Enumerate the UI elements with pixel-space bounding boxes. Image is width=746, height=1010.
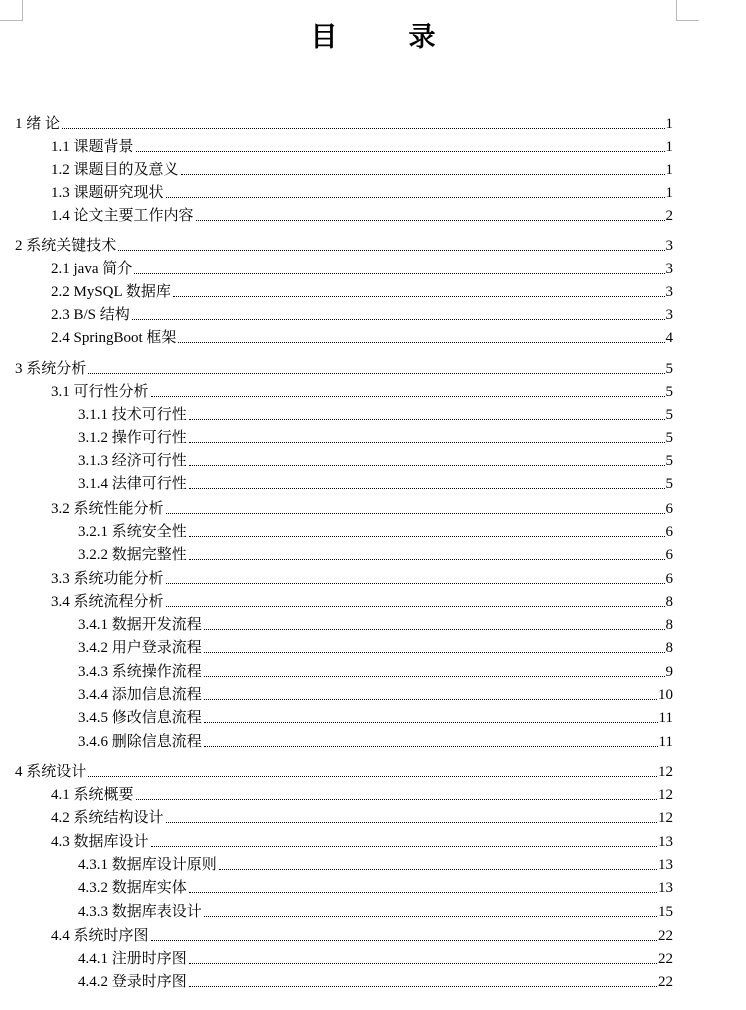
toc-entry-label: 4.3 数据库设计 xyxy=(51,834,149,850)
toc-dot-leader xyxy=(132,319,665,320)
toc-dot-leader xyxy=(88,776,657,777)
toc-entry-page-number: 12 xyxy=(658,810,673,826)
toc-entry-page-number: 3 xyxy=(665,261,673,277)
toc-entry[interactable] xyxy=(78,637,673,659)
toc-entry-page-number: 22 xyxy=(658,974,673,990)
toc-entry-page-number: 15 xyxy=(658,904,673,920)
toc-entry[interactable] xyxy=(78,427,673,449)
toc-entry[interactable] xyxy=(78,948,673,970)
toc-entry-page-number: 5 xyxy=(665,384,673,400)
toc-dot-leader xyxy=(136,799,657,800)
toc-entry-label: 3.3 系统功能分析 xyxy=(51,571,164,587)
toc-entry-page-number: 13 xyxy=(658,857,673,873)
toc-entry-label: 3.1 可行性分析 xyxy=(51,384,149,400)
toc-entry-page-number: 5 xyxy=(665,430,673,446)
toc-dot-leader xyxy=(204,916,657,917)
toc-dot-leader xyxy=(204,746,658,747)
toc-dot-leader xyxy=(166,583,665,584)
toc-entry-label: 1.2 课题目的及意义 xyxy=(51,162,179,178)
toc-entry-page-number: 1 xyxy=(665,185,673,201)
toc-entry-page-number: 10 xyxy=(658,687,673,703)
toc-entry[interactable] xyxy=(15,113,673,135)
toc-entry-label: 4.1 系统概要 xyxy=(51,787,134,803)
toc-entry[interactable] xyxy=(51,281,673,303)
toc-entry-page-number: 5 xyxy=(665,453,673,469)
toc-entry-page-number: 8 xyxy=(665,640,673,656)
toc-dot-leader xyxy=(88,373,664,374)
toc-entry[interactable] xyxy=(51,591,673,613)
toc-entry-label: 2.3 B/S 结构 xyxy=(51,307,130,323)
toc-entry[interactable] xyxy=(78,473,673,495)
toc-entry-page-number: 8 xyxy=(665,617,673,633)
toc-dot-leader xyxy=(166,822,657,823)
toc-entry-label: 3.4.2 用户登录流程 xyxy=(78,640,202,656)
toc-entry-page-number: 6 xyxy=(665,524,673,540)
toc-dot-leader xyxy=(134,273,664,274)
toc-entry[interactable] xyxy=(51,807,673,829)
toc-entry-label: 4.4.2 登录时序图 xyxy=(78,974,187,990)
toc-entry-page-number: 11 xyxy=(658,710,673,726)
toc-entry[interactable] xyxy=(51,136,673,158)
toc-entry[interactable] xyxy=(78,614,673,636)
toc-dot-leader xyxy=(189,892,657,893)
toc-entry-label: 1.3 课题研究现状 xyxy=(51,185,164,201)
toc-entry-label: 3.4.6 删除信息流程 xyxy=(78,734,202,750)
toc-entry-label: 1.1 课题背景 xyxy=(51,139,134,155)
toc-entry[interactable] xyxy=(78,404,673,426)
toc-entry-label: 4.3.3 数据库表设计 xyxy=(78,904,202,920)
toc-dot-leader xyxy=(189,963,657,964)
toc-entry[interactable] xyxy=(78,544,673,566)
toc-entry-label: 3.1.4 法律可行性 xyxy=(78,476,187,492)
toc-dot-leader xyxy=(204,699,657,700)
toc-entry-label: 4.3.2 数据库实体 xyxy=(78,880,187,896)
toc-entry[interactable] xyxy=(78,731,673,753)
toc-entry[interactable] xyxy=(78,877,673,899)
toc-entry[interactable] xyxy=(51,381,673,403)
toc-entry-page-number: 1 xyxy=(665,116,673,132)
toc-entry-label: 2.1 java 简介 xyxy=(51,261,133,277)
toc-dot-leader xyxy=(219,869,657,870)
toc-entry[interactable] xyxy=(51,498,673,520)
toc-dot-leader xyxy=(189,559,665,560)
toc-entry-label: 4.3.1 数据库设计原则 xyxy=(78,857,217,873)
toc-entry[interactable] xyxy=(15,358,673,380)
toc-entry-page-number: 5 xyxy=(665,361,673,377)
toc-entry-page-number: 3 xyxy=(665,238,673,254)
toc-dot-leader xyxy=(181,174,665,175)
toc-dot-leader xyxy=(189,488,665,489)
toc-entry-page-number: 3 xyxy=(665,284,673,300)
toc-entry[interactable] xyxy=(51,304,673,326)
toc-entry-page-number: 2 xyxy=(665,208,673,224)
toc-dot-leader xyxy=(118,250,664,251)
toc-dot-leader xyxy=(136,151,665,152)
toc-entry-label: 4.2 系统结构设计 xyxy=(51,810,164,826)
toc-entry-page-number: 13 xyxy=(658,880,673,896)
toc-dot-leader xyxy=(189,986,657,987)
toc-entry-label: 3.1.3 经济可行性 xyxy=(78,453,187,469)
toc-dot-leader xyxy=(151,846,657,847)
toc-dot-leader xyxy=(204,652,665,653)
toc-dot-leader xyxy=(166,606,665,607)
toc-dot-leader xyxy=(166,197,665,198)
toc-entry-label: 3.4.3 系统操作流程 xyxy=(78,664,202,680)
toc-entry-label: 1 绪 论 xyxy=(15,116,61,132)
toc-dot-leader xyxy=(204,629,665,630)
toc-entry-label: 2 系统关键技术 xyxy=(15,238,117,254)
toc-entry[interactable] xyxy=(78,661,673,683)
toc-entry-label: 3.2.1 系统安全性 xyxy=(78,524,187,540)
toc-dot-leader xyxy=(173,296,665,297)
toc-dot-leader xyxy=(151,940,657,941)
toc-dot-leader xyxy=(196,220,665,221)
toc-entry[interactable] xyxy=(78,450,673,472)
toc-entry-label: 4 系统设计 xyxy=(15,764,87,780)
toc-entry[interactable] xyxy=(51,258,673,280)
toc-entry-page-number: 1 xyxy=(665,139,673,155)
toc-entry-page-number: 22 xyxy=(658,928,673,944)
toc-entry-page-number: 4 xyxy=(665,330,673,346)
toc-entry[interactable] xyxy=(78,854,673,876)
toc-dot-leader xyxy=(178,342,664,343)
toc-entry[interactable] xyxy=(51,182,673,204)
toc-entry[interactable] xyxy=(78,684,673,706)
toc-entry[interactable] xyxy=(78,901,673,923)
toc-entry-label: 3.4 系统流程分析 xyxy=(51,594,164,610)
toc-entry-page-number: 8 xyxy=(665,594,673,610)
toc-entry-label: 3.4.1 数据开发流程 xyxy=(78,617,202,633)
toc-entry-page-number: 22 xyxy=(658,951,673,967)
toc-entry[interactable] xyxy=(51,784,673,806)
toc-entry-label: 3.1.1 技术可行性 xyxy=(78,407,187,423)
toc-entry[interactable] xyxy=(51,327,673,349)
toc-entry-page-number: 12 xyxy=(658,764,673,780)
toc-entry[interactable] xyxy=(51,205,673,227)
toc-entry[interactable] xyxy=(51,925,673,947)
toc-entry[interactable] xyxy=(78,971,673,993)
toc-entry-page-number: 5 xyxy=(665,407,673,423)
toc-entry-label: 3.4.5 修改信息流程 xyxy=(78,710,202,726)
toc-dot-leader xyxy=(166,513,665,514)
toc-entry-label: 1.4 论文主要工作内容 xyxy=(51,208,194,224)
toc-entry-page-number: 9 xyxy=(665,664,673,680)
toc-entry[interactable] xyxy=(78,707,673,729)
toc-dot-leader xyxy=(189,442,665,443)
toc-entry-label: 3.4.4 添加信息流程 xyxy=(78,687,202,703)
toc-entry[interactable] xyxy=(51,568,673,590)
toc-entry-page-number: 5 xyxy=(665,476,673,492)
toc-entry-page-number: 13 xyxy=(658,834,673,850)
toc-entry-label: 2.2 MySQL 数据库 xyxy=(51,284,171,300)
toc-entry-label: 3.1.2 操作可行性 xyxy=(78,430,187,446)
page-title: 目 录 xyxy=(310,22,458,52)
toc-dot-leader xyxy=(204,722,658,723)
toc-entry[interactable] xyxy=(78,521,673,543)
toc-entry-page-number: 1 xyxy=(665,162,673,178)
toc-dot-leader xyxy=(151,396,665,397)
toc-entry-label: 3.2 系统性能分析 xyxy=(51,501,164,517)
toc-dot-leader xyxy=(189,536,665,537)
toc-entry-label: 4.4.1 注册时序图 xyxy=(78,951,187,967)
toc-entry[interactable] xyxy=(15,235,673,257)
toc-entry[interactable] xyxy=(51,831,673,853)
toc-entry[interactable] xyxy=(51,159,673,181)
toc-entry-page-number: 6 xyxy=(665,547,673,563)
toc-entry-page-number: 6 xyxy=(665,501,673,517)
toc-entry-page-number: 3 xyxy=(665,307,673,323)
toc-dot-leader xyxy=(62,128,664,129)
toc-dot-leader xyxy=(204,676,665,677)
toc-entry-page-number: 12 xyxy=(658,787,673,803)
toc-dot-leader xyxy=(189,419,665,420)
toc-entry-label: 2.4 SpringBoot 框架 xyxy=(51,330,177,346)
toc-dot-leader xyxy=(189,465,665,466)
toc-entry-label: 3.2.2 数据完整性 xyxy=(78,547,187,563)
toc-entry[interactable] xyxy=(15,761,673,783)
toc-entry-page-number: 6 xyxy=(665,571,673,587)
toc-entry-page-number: 11 xyxy=(658,734,673,750)
toc-entry-label: 4.4 系统时序图 xyxy=(51,928,149,944)
toc-entry-label: 3 系统分析 xyxy=(15,361,87,377)
